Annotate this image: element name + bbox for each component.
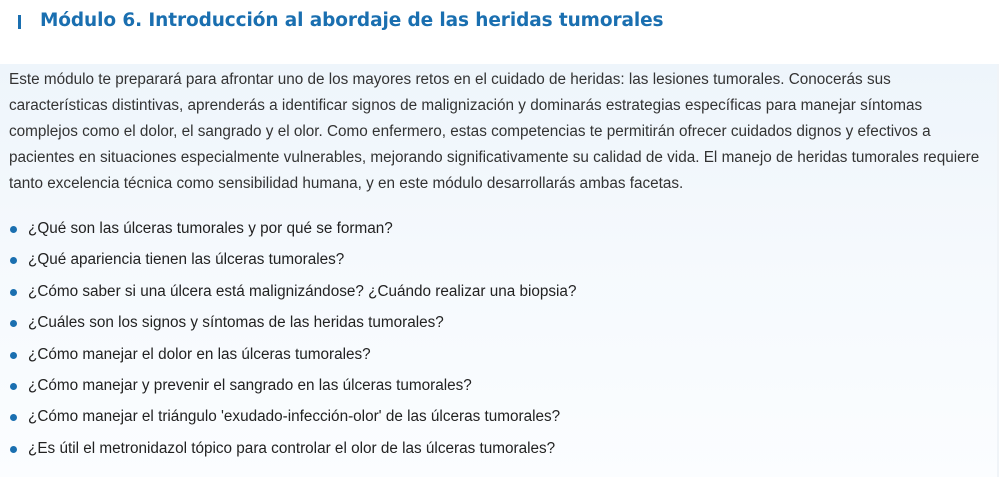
bullet-icon [10, 352, 17, 359]
topic-text: ¿Cómo manejar el triángulo 'exudado-infección-olor' de las úlceras tumorales? [28, 408, 561, 426]
module-description: Este módulo te preparará para afrontar uno de los mayores retos en el cuidado de heridas: las lesiones tumorales. Conocerás sus características distintivas, aprenderás a identificar signos de malignización y dominarás estrategias específicas para manejar síntomas complejos como el dolor, el sangrado y el olor. Como enfermero, estas competencias te permitirán ofrecer cuidados dignos y efectivos a pacientes en situaciones especialmente vulnerables, mejorando significativamente su calidad de vida. El manejo de heridas tumorales requiere tanto excelencia técnica como sensibilidad humana, y en este módulo desarrollarás ambas facetas. [9, 71, 980, 192]
bullet-icon [10, 226, 17, 233]
topic-text: ¿Cuáles son los signos y síntomas de las heridas tumorales? [28, 314, 444, 332]
title-marker [18, 15, 21, 29]
bullet-icon [10, 446, 17, 453]
topic-text: ¿Qué apariencia tienen las úlceras tumorales? [28, 251, 345, 269]
module-title: Módulo 6. Introducción al abordaje de las heridas tumorales [40, 10, 664, 31]
module-header [0, 0, 999, 64]
topic-text: ¿Cómo manejar el dolor en las úlceras tumorales? [28, 345, 371, 363]
topic-text: ¿Es útil el metronidazol tópico para controlar el olor de las úlceras tumorales? [28, 439, 556, 457]
bullet-icon [10, 414, 17, 421]
topic-text: ¿Cómo manejar y prevenir el sangrado en las úlceras tumorales? [28, 376, 472, 394]
bullet-icon [10, 383, 17, 390]
topic-text: ¿Cómo saber si una úlcera está malignizándose? ¿Cuándo realizar una biopsia? [28, 282, 577, 300]
bullet-icon [10, 257, 17, 264]
module-content-panel [0, 64, 999, 477]
topic-text: ¿Qué son las úlceras tumorales y por qué se forman? [28, 220, 393, 237]
bullet-icon [10, 289, 17, 296]
bullet-icon [10, 320, 17, 327]
